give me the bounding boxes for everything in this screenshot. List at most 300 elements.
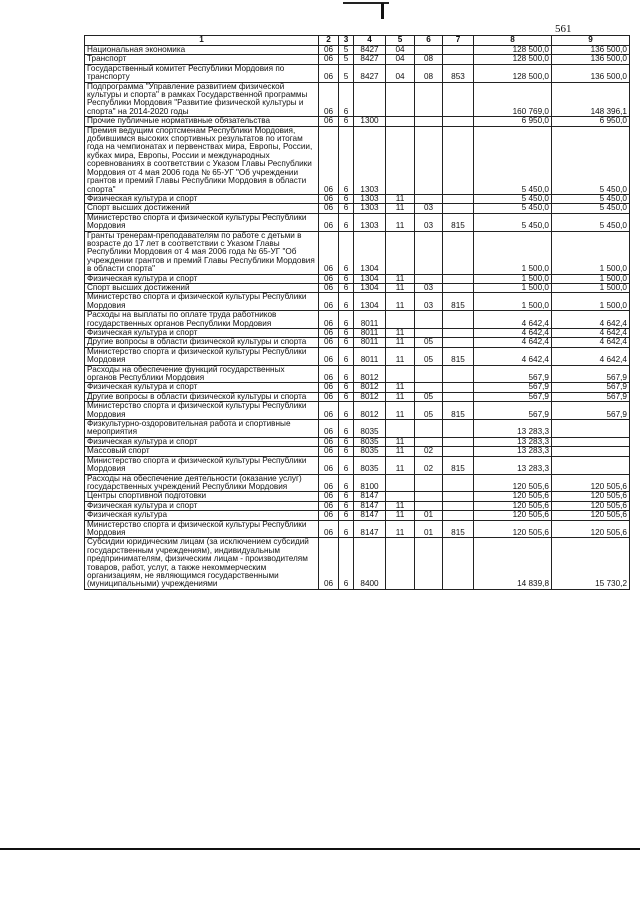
table-row xyxy=(85,538,630,589)
code-cell: 05 xyxy=(415,338,443,347)
code-cell: 6 xyxy=(339,492,354,501)
code-cell: 06 xyxy=(319,456,339,474)
code-cell: 03 xyxy=(415,204,443,213)
code-cell xyxy=(354,82,386,117)
code-cell: 815 xyxy=(443,402,474,420)
code-cell: 1304 xyxy=(354,283,386,292)
amount-cell: 13 283,3 xyxy=(474,420,552,438)
code-cell: 6 xyxy=(339,293,354,311)
table-row xyxy=(85,311,630,329)
item-name-cell: Массовый спорт xyxy=(85,447,319,456)
code-cell: 6 xyxy=(339,501,354,510)
code-cell: 6 xyxy=(339,204,354,213)
code-cell xyxy=(386,365,415,383)
code-cell: 06 xyxy=(319,402,339,420)
item-name-cell: Расходы на обеспечение деятельности (оказание услуг) государственных учреждений Республики Мордовия xyxy=(85,474,319,492)
amount-cell: 136 500,0 xyxy=(552,55,630,64)
code-cell: 06 xyxy=(319,474,339,492)
item-name-cell: Министерство спорта и физической культуры Республики Мордовия xyxy=(85,293,319,311)
code-cell xyxy=(443,365,474,383)
code-cell xyxy=(386,420,415,438)
code-cell xyxy=(386,474,415,492)
amount-cell: 567,9 xyxy=(474,402,552,420)
table-row xyxy=(85,347,630,365)
amount-cell xyxy=(552,456,630,474)
item-name-cell: Физическая культура и спорт xyxy=(85,437,319,446)
amount-cell: 120 505,6 xyxy=(552,511,630,520)
code-cell: 11 xyxy=(386,383,415,392)
amount-cell: 120 505,6 xyxy=(552,474,630,492)
code-cell xyxy=(415,474,443,492)
code-cell: 06 xyxy=(319,447,339,456)
item-name-cell: Гранты тренерам-преподавателям по работе с детьми в возрасте до 17 лет в соответствии с Указом Главы Республики Мордовия от 4 мая 2006 года № 65-УГ "Об учреждении грантов и премий Главы Республики Мордовия в области спорта" xyxy=(85,231,319,274)
item-name-cell: Другие вопросы в области физической культуры и спорта xyxy=(85,392,319,401)
amount-cell xyxy=(552,447,630,456)
code-cell xyxy=(443,501,474,510)
code-cell: 11 xyxy=(386,437,415,446)
budget-table xyxy=(84,35,630,590)
code-cell: 8147 xyxy=(354,501,386,510)
code-cell: 06 xyxy=(319,392,339,401)
column-header: 3 xyxy=(339,36,354,46)
item-name-cell: Расходы на обеспечение функций государственных органов Республики Мордовия xyxy=(85,365,319,383)
column-header: 2 xyxy=(319,36,339,46)
code-cell: 6 xyxy=(339,511,354,520)
item-name-cell: Министерство спорта и физической культуры Республики Мордовия xyxy=(85,456,319,474)
code-cell: 8427 xyxy=(354,46,386,55)
code-cell: 11 xyxy=(386,283,415,292)
code-cell: 05 xyxy=(415,392,443,401)
code-cell xyxy=(386,126,415,194)
code-cell: 8011 xyxy=(354,329,386,338)
amount-cell: 6 950,0 xyxy=(474,117,552,126)
column-header: 8 xyxy=(474,36,552,46)
code-cell xyxy=(443,194,474,203)
table-row xyxy=(85,55,630,64)
code-cell: 8035 xyxy=(354,447,386,456)
code-cell: 6 xyxy=(339,82,354,117)
amount-cell: 1 500,0 xyxy=(552,293,630,311)
table-row xyxy=(85,117,630,126)
amount-cell: 1 500,0 xyxy=(552,283,630,292)
amount-cell: 1 500,0 xyxy=(552,231,630,274)
code-cell: 06 xyxy=(319,194,339,203)
amount-cell: 136 500,0 xyxy=(552,64,630,82)
amount-cell: 5 450,0 xyxy=(552,213,630,231)
code-cell xyxy=(415,117,443,126)
code-cell xyxy=(415,420,443,438)
code-cell: 6 xyxy=(339,456,354,474)
code-cell: 06 xyxy=(319,347,339,365)
table-row xyxy=(85,82,630,117)
item-name-cell: Подпрограмма "Управление развитием физической культуры и спорта" в рамках Государственной программы Республики Мордовия "Развитие физической культуры и спорта" на 2014-2020 годы xyxy=(85,82,319,117)
code-cell: 06 xyxy=(319,126,339,194)
amount-cell: 5 450,0 xyxy=(474,204,552,213)
table-row xyxy=(85,511,630,520)
code-cell xyxy=(386,311,415,329)
table-row xyxy=(85,456,630,474)
code-cell: 815 xyxy=(443,293,474,311)
code-cell xyxy=(415,492,443,501)
code-cell: 6 xyxy=(339,311,354,329)
code-cell xyxy=(415,311,443,329)
code-cell: 6 xyxy=(339,520,354,538)
code-cell: 6 xyxy=(339,274,354,283)
code-cell xyxy=(443,338,474,347)
code-cell xyxy=(415,538,443,589)
amount-cell: 567,9 xyxy=(552,383,630,392)
amount-cell: 120 505,6 xyxy=(552,492,630,501)
code-cell: 6 xyxy=(339,365,354,383)
amount-cell: 1 500,0 xyxy=(474,274,552,283)
code-cell: 6 xyxy=(339,538,354,589)
code-cell xyxy=(443,392,474,401)
code-cell: 1300 xyxy=(354,117,386,126)
amount-cell: 1 500,0 xyxy=(474,283,552,292)
table-row xyxy=(85,231,630,274)
code-cell xyxy=(443,511,474,520)
code-cell xyxy=(386,117,415,126)
code-cell: 06 xyxy=(319,437,339,446)
table-row xyxy=(85,293,630,311)
code-cell: 05 xyxy=(415,347,443,365)
code-cell: 06 xyxy=(319,64,339,82)
code-cell: 8400 xyxy=(354,538,386,589)
code-cell: 06 xyxy=(319,492,339,501)
code-cell: 1303 xyxy=(354,194,386,203)
code-cell: 1304 xyxy=(354,274,386,283)
item-name-cell: Спорт высших достижений xyxy=(85,204,319,213)
table-row xyxy=(85,402,630,420)
table-row xyxy=(85,520,630,538)
item-name-cell: Премия ведущим спортсменам Республики Мордовия, добившимся высоких спортивных результатов по итогам года на чемпионатах и первенствах мира, Европы, России, кубках мира, Европы, России и международных соревнованиях в соответствии с Указом Главы Республики Мордовия от 4 мая 2006 года № 65-УГ "Об учреждении грантов и премий Главы Республики Мордовия в области спорта" xyxy=(85,126,319,194)
code-cell xyxy=(443,420,474,438)
code-cell: 05 xyxy=(415,402,443,420)
column-header: 4 xyxy=(354,36,386,46)
amount-cell: 4 642,4 xyxy=(474,347,552,365)
amount-cell: 4 642,4 xyxy=(474,329,552,338)
column-header: 7 xyxy=(443,36,474,46)
code-cell xyxy=(443,474,474,492)
item-name-cell: Министерство спорта и физической культуры Республики Мордовия xyxy=(85,213,319,231)
code-cell: 06 xyxy=(319,511,339,520)
amount-cell xyxy=(552,420,630,438)
code-cell: 8035 xyxy=(354,437,386,446)
top-binding-stem xyxy=(381,3,384,19)
code-cell: 02 xyxy=(415,456,443,474)
code-cell: 11 xyxy=(386,213,415,231)
amount-cell: 5 450,0 xyxy=(552,126,630,194)
code-cell: 11 xyxy=(386,447,415,456)
table-body xyxy=(85,46,630,590)
amount-cell: 120 505,6 xyxy=(552,520,630,538)
amount-cell: 567,9 xyxy=(474,365,552,383)
code-cell: 11 xyxy=(386,511,415,520)
code-cell: 06 xyxy=(319,231,339,274)
amount-cell: 148 396,1 xyxy=(552,82,630,117)
code-cell xyxy=(443,82,474,117)
item-name-cell: Физкультурно-оздоровительная работа и спортивные мероприятия xyxy=(85,420,319,438)
code-cell xyxy=(443,383,474,392)
code-cell xyxy=(415,383,443,392)
code-cell: 6 xyxy=(339,338,354,347)
code-cell: 06 xyxy=(319,365,339,383)
code-cell xyxy=(443,492,474,501)
code-cell: 11 xyxy=(386,274,415,283)
item-name-cell: Национальная экономика xyxy=(85,46,319,55)
code-cell xyxy=(386,231,415,274)
amount-cell: 160 769,0 xyxy=(474,82,552,117)
code-cell: 06 xyxy=(319,329,339,338)
code-cell: 8035 xyxy=(354,420,386,438)
code-cell: 1303 xyxy=(354,126,386,194)
item-name-cell: Министерство спорта и физической культуры Республики Мордовия xyxy=(85,520,319,538)
code-cell: 1304 xyxy=(354,293,386,311)
code-cell: 06 xyxy=(319,383,339,392)
code-cell: 11 xyxy=(386,392,415,401)
code-cell: 6 xyxy=(339,402,354,420)
item-name-cell: Транспорт xyxy=(85,55,319,64)
amount-cell: 4 642,4 xyxy=(552,347,630,365)
item-name-cell: Физическая культура и спорт xyxy=(85,329,319,338)
code-cell: 8427 xyxy=(354,64,386,82)
table-row xyxy=(85,492,630,501)
code-cell xyxy=(443,311,474,329)
amount-cell: 13 283,3 xyxy=(474,437,552,446)
amount-cell: 1 500,0 xyxy=(552,274,630,283)
code-cell: 11 xyxy=(386,329,415,338)
amount-cell: 567,9 xyxy=(474,383,552,392)
code-cell: 8147 xyxy=(354,492,386,501)
code-cell xyxy=(443,231,474,274)
code-cell xyxy=(443,538,474,589)
code-cell: 6 xyxy=(339,347,354,365)
code-cell: 815 xyxy=(443,213,474,231)
code-cell: 03 xyxy=(415,213,443,231)
bottom-rule xyxy=(0,848,640,850)
amount-cell: 567,9 xyxy=(552,365,630,383)
code-cell: 6 xyxy=(339,447,354,456)
table-row xyxy=(85,365,630,383)
code-cell: 8100 xyxy=(354,474,386,492)
code-cell: 1304 xyxy=(354,231,386,274)
code-cell: 06 xyxy=(319,538,339,589)
code-cell: 03 xyxy=(415,293,443,311)
item-name-cell: Расходы на выплаты по оплате труда работников государственных органов Республики Мордовия xyxy=(85,311,319,329)
code-cell: 04 xyxy=(386,55,415,64)
column-header: 1 xyxy=(85,36,319,46)
amount-cell: 120 505,6 xyxy=(474,474,552,492)
code-cell: 6 xyxy=(339,383,354,392)
amount-cell: 14 839,8 xyxy=(474,538,552,589)
item-name-cell: Государственный комитет Республики Мордовия по транспорту xyxy=(85,64,319,82)
table-row xyxy=(85,420,630,438)
code-cell: 01 xyxy=(415,520,443,538)
code-cell xyxy=(443,117,474,126)
code-cell: 8011 xyxy=(354,347,386,365)
code-cell: 853 xyxy=(443,64,474,82)
code-cell: 06 xyxy=(319,82,339,117)
code-cell xyxy=(443,447,474,456)
code-cell: 8147 xyxy=(354,511,386,520)
code-cell: 06 xyxy=(319,283,339,292)
code-cell: 06 xyxy=(319,46,339,55)
amount-cell: 15 730,2 xyxy=(552,538,630,589)
table-row xyxy=(85,383,630,392)
code-cell: 11 xyxy=(386,347,415,365)
item-name-cell: Прочие публичные нормативные обязательства xyxy=(85,117,319,126)
code-cell: 08 xyxy=(415,55,443,64)
amount-cell: 4 642,4 xyxy=(474,338,552,347)
item-name-cell: Физическая культура и спорт xyxy=(85,274,319,283)
code-cell: 06 xyxy=(319,420,339,438)
code-cell: 5 xyxy=(339,55,354,64)
item-name-cell: Физическая культура и спорт xyxy=(85,501,319,510)
amount-cell: 13 283,3 xyxy=(474,447,552,456)
table-row xyxy=(85,474,630,492)
table-row xyxy=(85,204,630,213)
amount-cell: 13 283,3 xyxy=(474,456,552,474)
item-name-cell: Спорт высших достижений xyxy=(85,283,319,292)
code-cell: 01 xyxy=(415,511,443,520)
item-name-cell: Субсидии юридическим лицам (за исключением субсидий государственным учреждениям), индивидуальным предпринимателям, физическим лицам - производителям товаров, работ, услуг, а также некоммерческим организациям, не являющимся государственными (муниципальными) учреждениями xyxy=(85,538,319,589)
code-cell: 6 xyxy=(339,126,354,194)
amount-cell xyxy=(552,437,630,446)
amount-cell: 120 505,6 xyxy=(552,501,630,510)
item-name-cell: Физическая культура и спорт xyxy=(85,383,319,392)
code-cell xyxy=(443,329,474,338)
code-cell: 6 xyxy=(339,392,354,401)
table-row xyxy=(85,213,630,231)
code-cell xyxy=(386,82,415,117)
table-header-row xyxy=(85,36,630,46)
amount-cell: 5 450,0 xyxy=(474,213,552,231)
code-cell: 8147 xyxy=(354,520,386,538)
code-cell xyxy=(415,365,443,383)
amount-cell: 5 450,0 xyxy=(474,126,552,194)
code-cell: 6 xyxy=(339,117,354,126)
amount-cell: 120 505,6 xyxy=(474,501,552,510)
code-cell: 6 xyxy=(339,420,354,438)
code-cell xyxy=(443,55,474,64)
code-cell: 11 xyxy=(386,456,415,474)
code-cell: 8012 xyxy=(354,383,386,392)
amount-cell: 567,9 xyxy=(552,402,630,420)
code-cell: 06 xyxy=(319,274,339,283)
amount-cell: 128 500,0 xyxy=(474,46,552,55)
code-cell: 06 xyxy=(319,55,339,64)
code-cell: 08 xyxy=(415,64,443,82)
code-cell: 06 xyxy=(319,204,339,213)
amount-cell: 1 500,0 xyxy=(474,231,552,274)
code-cell: 8012 xyxy=(354,392,386,401)
code-cell xyxy=(443,46,474,55)
amount-cell: 120 505,6 xyxy=(474,520,552,538)
code-cell: 11 xyxy=(386,204,415,213)
code-cell: 06 xyxy=(319,520,339,538)
code-cell: 02 xyxy=(415,447,443,456)
code-cell: 11 xyxy=(386,520,415,538)
code-cell: 8012 xyxy=(354,365,386,383)
amount-cell: 567,9 xyxy=(474,392,552,401)
code-cell xyxy=(415,82,443,117)
code-cell: 8011 xyxy=(354,338,386,347)
item-name-cell: Министерство спорта и физической культуры Республики Мордовия xyxy=(85,402,319,420)
amount-cell: 4 642,4 xyxy=(552,311,630,329)
amount-cell: 5 450,0 xyxy=(552,204,630,213)
code-cell: 1303 xyxy=(354,213,386,231)
amount-cell: 567,9 xyxy=(552,392,630,401)
code-cell: 11 xyxy=(386,338,415,347)
amount-cell: 4 642,4 xyxy=(552,329,630,338)
code-cell: 815 xyxy=(443,456,474,474)
code-cell xyxy=(386,538,415,589)
code-cell: 8035 xyxy=(354,456,386,474)
code-cell xyxy=(443,126,474,194)
code-cell: 6 xyxy=(339,283,354,292)
table-row xyxy=(85,338,630,347)
item-name-cell: Другие вопросы в области физической культуры и спорта xyxy=(85,338,319,347)
column-header: 9 xyxy=(552,36,630,46)
code-cell: 06 xyxy=(319,117,339,126)
code-cell: 11 xyxy=(386,501,415,510)
amount-cell: 120 505,6 xyxy=(474,511,552,520)
code-cell: 04 xyxy=(386,64,415,82)
code-cell: 6 xyxy=(339,437,354,446)
amount-cell: 5 450,0 xyxy=(474,194,552,203)
code-cell: 815 xyxy=(443,520,474,538)
code-cell: 8011 xyxy=(354,311,386,329)
code-cell: 1303 xyxy=(354,204,386,213)
code-cell: 8012 xyxy=(354,402,386,420)
code-cell: 04 xyxy=(386,46,415,55)
item-name-cell: Центры спортивной подготовки xyxy=(85,492,319,501)
code-cell: 06 xyxy=(319,311,339,329)
code-cell xyxy=(415,231,443,274)
code-cell: 5 xyxy=(339,64,354,82)
code-cell: 11 xyxy=(386,194,415,203)
code-cell: 03 xyxy=(415,283,443,292)
code-cell: 6 xyxy=(339,231,354,274)
code-cell: 06 xyxy=(319,293,339,311)
code-cell: 8427 xyxy=(354,55,386,64)
code-cell: 06 xyxy=(319,338,339,347)
column-header: 6 xyxy=(415,36,443,46)
table-row xyxy=(85,447,630,456)
item-name-cell: Физическая культура xyxy=(85,511,319,520)
amount-cell: 120 505,6 xyxy=(474,492,552,501)
code-cell xyxy=(386,492,415,501)
code-cell: 6 xyxy=(339,213,354,231)
item-name-cell: Министерство спорта и физической культуры Республики Мордовия xyxy=(85,347,319,365)
code-cell: 06 xyxy=(319,501,339,510)
column-header: 5 xyxy=(386,36,415,46)
amount-cell: 6 950,0 xyxy=(552,117,630,126)
amount-cell: 5 450,0 xyxy=(552,194,630,203)
amount-cell: 128 500,0 xyxy=(474,64,552,82)
code-cell: 815 xyxy=(443,347,474,365)
amount-cell: 4 642,4 xyxy=(474,311,552,329)
amount-cell: 128 500,0 xyxy=(474,55,552,64)
code-cell: 06 xyxy=(319,213,339,231)
code-cell: 6 xyxy=(339,474,354,492)
code-cell: 5 xyxy=(339,46,354,55)
item-name-cell: Физическая культура и спорт xyxy=(85,194,319,203)
code-cell: 6 xyxy=(339,329,354,338)
table-row xyxy=(85,126,630,194)
code-cell: 11 xyxy=(386,402,415,420)
table-row xyxy=(85,64,630,82)
